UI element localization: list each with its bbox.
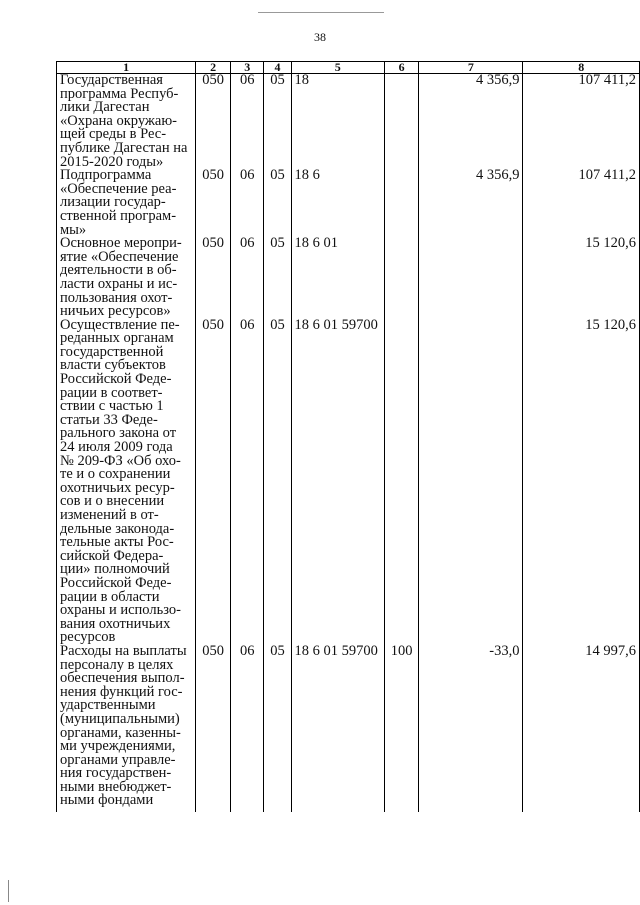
table-row <box>57 645 640 812</box>
bottom-edge-mark <box>8 880 9 902</box>
row-subsection-code: 05 <box>264 74 291 170</box>
row-subsection-code: 05 <box>264 169 291 237</box>
table-row <box>57 169 640 237</box>
row-subsection-code: 05 <box>264 237 291 319</box>
row-section-code: 06 <box>231 319 264 645</box>
row-ministry-code: 050 <box>196 74 231 170</box>
row-change-amount: -33,0 <box>419 645 523 812</box>
row-section-code: 06 <box>231 645 264 812</box>
header-col-1: 1 <box>57 62 196 74</box>
row-total-amount: 15 120,6 <box>523 237 640 319</box>
row-expense-type <box>385 237 419 319</box>
page-number: 38 <box>314 30 326 44</box>
row-name: Осуществление пе- реданных органам государственной власти субъектов Российской Феде- рации в соответ- ствии с частью 1 статьи 33 Феде- рального закона от 24 июля 2009 года № 209-ФЗ «Об охо- те и о сохранении охотничьих ресур- сов и о внесении изменений в от- дельные законода- тельные акты Рос- сийской Федера- ции» полномочий Российской Феде- рации в области охраны и использо- вания охотничьих ресурсов <box>57 319 196 645</box>
table-row <box>57 74 640 170</box>
row-change-amount <box>419 319 523 645</box>
row-change-amount <box>419 237 523 319</box>
row-target-code: 18 6 <box>291 169 384 237</box>
header-col-7: 7 <box>419 62 523 74</box>
row-change-amount: 4 356,9 <box>419 74 523 170</box>
header-col-8: 8 <box>523 62 640 74</box>
row-ministry-code: 050 <box>196 237 231 319</box>
budget-table <box>56 61 640 812</box>
row-name: Расходы на выплаты персоналу в целях обеспечения выпол- нения функций гос- ударственными (муниципальными) органами, казенны- ми учреждениями, органами управле- ния государствен- ными внебюджет- ными фондами <box>57 645 196 812</box>
row-target-code: 18 6 01 59700 <box>291 645 384 812</box>
header-col-5: 5 <box>291 62 384 74</box>
row-name: Подпрограмма «Обеспечение реа- лизации государ- ственной програм- мы» <box>57 169 196 237</box>
row-total-amount: 15 120,6 <box>523 319 640 645</box>
row-section-code: 06 <box>231 74 264 170</box>
row-total-amount: 14 997,6 <box>523 645 640 812</box>
row-expense-type <box>385 74 419 170</box>
table-row <box>57 237 640 319</box>
row-ministry-code: 050 <box>196 319 231 645</box>
row-subsection-code: 05 <box>264 645 291 812</box>
row-target-code: 18 6 01 <box>291 237 384 319</box>
row-section-code: 06 <box>231 169 264 237</box>
row-target-code: 18 <box>291 74 384 170</box>
row-subsection-code: 05 <box>264 319 291 645</box>
row-section-code: 06 <box>231 237 264 319</box>
row-ministry-code: 050 <box>196 645 231 812</box>
header-col-3: 3 <box>231 62 264 74</box>
row-name: Основное меропри- ятие «Обеспечение деятельности в об- ласти охраны и ис- пользования охот- ничьих ресурсов» <box>57 237 196 319</box>
row-total-amount: 107 411,2 <box>523 74 640 170</box>
row-ministry-code: 050 <box>196 169 231 237</box>
header-col-2: 2 <box>196 62 231 74</box>
row-target-code: 18 6 01 59700 <box>291 319 384 645</box>
row-expense-type: 100 <box>385 645 419 812</box>
header-col-6: 6 <box>385 62 419 74</box>
table-row <box>57 319 640 645</box>
row-total-amount: 107 411,2 <box>523 169 640 237</box>
row-change-amount: 4 356,9 <box>419 169 523 237</box>
row-name: Государственная программа Респуб- лики Дагестан «Охрана окружаю- щей среды в Рес- публике Дагестан на 2015-2020 годы» <box>57 74 196 170</box>
row-expense-type <box>385 169 419 237</box>
top-edge-mark <box>258 12 384 13</box>
row-expense-type <box>385 319 419 645</box>
header-col-4: 4 <box>264 62 291 74</box>
